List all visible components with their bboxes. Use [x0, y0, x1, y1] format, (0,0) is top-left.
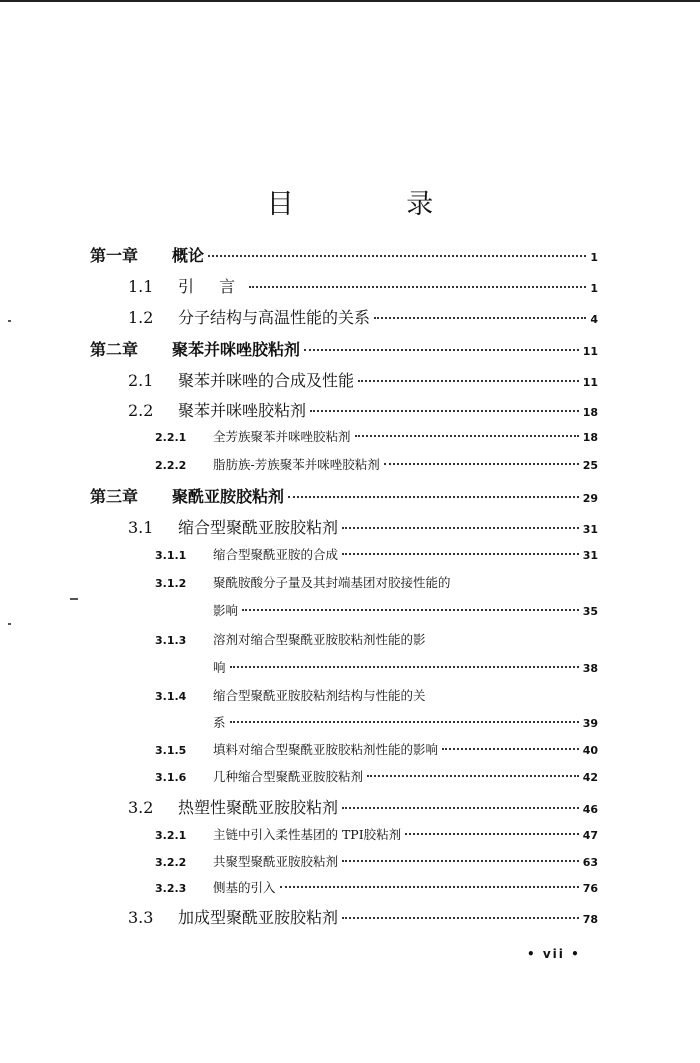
toc-number: 第一章 — [90, 246, 139, 265]
toc-subsection-3-1-2-continued[interactable] — [213, 601, 598, 619]
toc-label: 几种缩合型聚酰亚胺胶粘剂 — [213, 769, 364, 784]
page-number-footer: • vii • — [527, 947, 581, 961]
dot-leader — [249, 286, 586, 288]
dot-leader — [442, 748, 579, 750]
toc-page: 18 — [582, 406, 598, 419]
toc-label: 缩合型聚酰亚胺胶粘剂结构与性能的关 — [213, 688, 426, 703]
dot-leader — [342, 527, 579, 529]
toc-label: 主链中引入柔性基团的 TPI胶粘剂 — [213, 827, 402, 842]
toc-number: 3.1.1 — [155, 549, 187, 562]
toc-page: 18 — [582, 431, 598, 444]
toc-page: 46 — [582, 803, 598, 816]
toc-number: 第三章 — [90, 487, 139, 506]
toc-subsection-3-1-3-continued[interactable] — [213, 658, 598, 676]
toc-number: 3.1.5 — [155, 744, 187, 757]
toc-page: 40 — [582, 744, 598, 757]
dot-leader — [304, 349, 579, 351]
toc-subsection-2-2-2[interactable] — [155, 455, 598, 473]
toc-page: 76 — [582, 882, 598, 895]
toc-number: 2.2 — [128, 401, 154, 420]
dot-leader — [355, 435, 579, 437]
toc-section-2-1[interactable] — [128, 368, 598, 391]
toc-label: 侧基的引入 — [213, 880, 276, 895]
toc-page: 42 — [582, 771, 598, 784]
dot-leader — [367, 775, 579, 777]
toc-subsection-3-2-1[interactable] — [155, 825, 598, 843]
dot-leader — [230, 721, 579, 723]
toc-page: 47 — [582, 829, 598, 842]
toc-label: 溶剂对缩合型聚酰亚胺胶粘剂性能的影 — [213, 632, 426, 647]
toc-subsection-3-1-2[interactable] — [155, 573, 451, 591]
toc-label: 缩合型聚酰亚胺的合成 — [213, 547, 339, 562]
toc-page: 39 — [582, 717, 598, 730]
toc-label: 全芳族聚苯并咪唑胶粘剂 — [213, 429, 351, 444]
toc-label: 填料对缩合型聚酰亚胺胶粘剂性能的影响 — [213, 742, 439, 757]
toc-section-1-1[interactable] — [128, 274, 598, 297]
toc-label-continued: 影响 — [213, 603, 239, 618]
toc-number: 2.2.2 — [155, 459, 187, 472]
dot-leader — [374, 317, 586, 319]
toc-number: 3.2.2 — [155, 856, 187, 869]
toc-label: 热塑性聚酰亚胺胶粘剂 — [178, 798, 339, 817]
toc-subsection-2-2-1[interactable] — [155, 427, 598, 445]
dot-leader — [208, 255, 586, 257]
dot-leader — [405, 833, 579, 835]
toc-page: 63 — [582, 856, 598, 869]
toc-page: 11 — [582, 376, 598, 389]
toc-number: 2.1 — [128, 371, 154, 390]
toc-subsection-3-1-4-continued[interactable] — [213, 713, 598, 731]
dot-leader — [230, 666, 579, 668]
toc-subsection-3-1-1[interactable] — [155, 545, 598, 563]
toc-number: 3.1 — [128, 518, 154, 537]
toc-number: 2.2.1 — [155, 431, 187, 444]
dot-leader — [288, 496, 579, 498]
toc-section-3-3[interactable] — [128, 905, 598, 928]
toc-subsection-3-1-3[interactable] — [155, 630, 426, 648]
toc-label: 聚苯并咪唑胶粘剂 — [178, 401, 307, 420]
toc-number: 3.2.1 — [155, 829, 187, 842]
toc-label-continued: 系 — [213, 715, 226, 730]
toc-number: 3.1.3 — [155, 634, 187, 647]
toc-subsection-3-1-6[interactable] — [155, 767, 598, 785]
toc-label: 聚酰胺酸分子量及其封端基团对胶接性能的 — [213, 575, 451, 590]
toc-page: 31 — [582, 549, 598, 562]
toc-subsection-3-1-5[interactable] — [155, 740, 598, 758]
toc-chapter-2[interactable] — [90, 337, 598, 360]
toc-page: 38 — [582, 662, 598, 675]
toc-label: 聚苯并咪唑胶粘剂 — [172, 340, 301, 359]
toc-number: 3.2 — [128, 798, 154, 817]
toc-subsection-3-2-2[interactable] — [155, 852, 598, 870]
toc-chapter-3[interactable] — [90, 484, 598, 507]
toc-label: 聚酰亚胺胶粘剂 — [172, 487, 285, 506]
dot-leader — [242, 609, 579, 611]
toc-number: 1.1 — [128, 277, 154, 296]
dot-leader — [280, 886, 579, 888]
toc-page: 11 — [582, 345, 598, 358]
toc-page: 25 — [582, 459, 598, 472]
toc-number: 3.3 — [128, 908, 154, 927]
dot-leader — [310, 410, 579, 412]
toc-label: 加成型聚酰亚胺胶粘剂 — [178, 908, 339, 927]
toc-section-3-2[interactable] — [128, 795, 598, 818]
dot-leader — [358, 380, 579, 382]
toc-label: 共聚型聚酰亚胺胶粘剂 — [213, 854, 339, 869]
toc-page: 4 — [590, 313, 598, 326]
toc-label: 缩合型聚酰亚胺胶粘剂 — [178, 518, 339, 537]
toc-page: 1 — [590, 251, 598, 264]
toc-number: 3.1.2 — [155, 577, 187, 590]
dot-leader — [342, 917, 579, 919]
toc-label: 概论 — [172, 246, 205, 265]
toc-section-3-1[interactable] — [128, 515, 598, 538]
toc-page: 1 — [590, 282, 598, 295]
toc-number: 1.2 — [128, 308, 154, 327]
toc-label: 脂肪族-芳族聚苯并咪唑胶粘剂 — [213, 457, 380, 472]
toc-number: 3.1.6 — [155, 771, 187, 784]
dot-leader — [342, 553, 579, 555]
toc-label-continued: 响 — [213, 660, 226, 675]
toc-number: 第二章 — [90, 340, 139, 359]
dot-leader — [342, 860, 579, 862]
toc-section-1-2[interactable] — [128, 305, 598, 328]
toc-label: 聚苯并咪唑的合成及性能 — [178, 371, 355, 390]
toc-page: 31 — [582, 523, 598, 536]
dot-leader — [384, 463, 579, 465]
dot-leader — [342, 807, 579, 809]
toc-page: 29 — [582, 492, 598, 505]
toc-page: 78 — [582, 913, 598, 926]
toc-number: 3.1.4 — [155, 690, 187, 703]
toc-chapter-1[interactable] — [90, 243, 598, 266]
toc-number: 3.2.3 — [155, 882, 187, 895]
toc-section-2-2[interactable] — [128, 398, 598, 421]
toc-label: 引 言 — [178, 277, 246, 296]
toc-subsection-3-1-4[interactable] — [155, 686, 426, 704]
toc-subsection-3-2-3[interactable] — [155, 878, 598, 896]
toc-page: 35 — [582, 605, 598, 618]
toc-label: 分子结构与高温性能的关系 — [178, 308, 371, 327]
page-title: 目 录 — [266, 189, 486, 220]
